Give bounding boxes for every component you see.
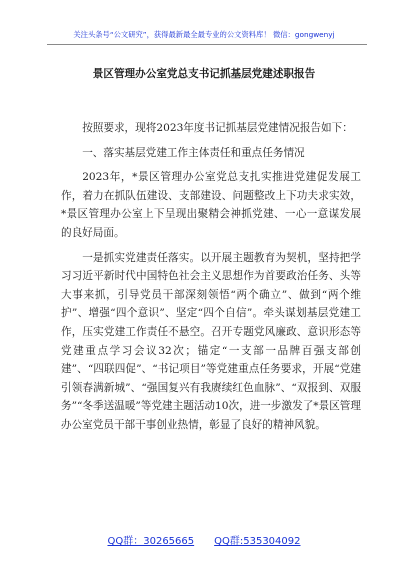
document-body: [61, 119, 361, 441]
footer-contacts: [0, 532, 408, 547]
qq-group-link-1[interactable]: QQ群：30265665: [107, 536, 195, 547]
header-divider: [47, 44, 367, 45]
document-title: 景区管理办公室党总支书记抓基层党建述职报告: [92, 68, 316, 80]
paragraph-intro: 按照要求，现将2023年度书记抓基层党建情况报告如下：: [82, 122, 353, 134]
paragraph-responsibility: 一是抓实党建责任落实。以开展主题教育为契机，坚持把学习习近平新时代中国特色社会主义思想作为首要政治任务、头等大事来抓，引导党员干部深刻领悟“两个确立”、做到“两个维护”、增强“四个意识”、坚定“四个自信”。牵头谋划基层党建工作，压实党建工作责任不悬空。召开专题党风廉政、意识形态等党建重点学习会议32次；锚定“一支部一品牌百强支部创建”、“四联四促”、“书记项目”等党建重点任务要求，开展“党建引领春满新城”、“强国复兴有我赓续红色血脉”、“双报到、双服务”“冬季送温暖”等党建主题活动10次，进一步激发了*景区管理办公室党员干部干事创业热情，彰显了良好的精神风貌。: [61, 251, 361, 431]
header-banner: 关注头条号“公文研究”，获得最新最全最专业的公文资料库！ 微信：gongwenyj: [73, 30, 335, 39]
qq-group-link-2[interactable]: QQ群:535304092: [214, 536, 301, 547]
section-heading: 一、落实基层党建工作主体责任和重点任务情况: [82, 146, 305, 159]
paragraph-overview: 2023年，*景区管理办公室党总支扎实推进党建促发展工作，着力在抓队伍建设、支部建设、问题整改上下功夫求实效，*景区管理办公室上下呈现出聚精会神抓党建、一心一意谋发展的良好局面。: [61, 171, 361, 239]
